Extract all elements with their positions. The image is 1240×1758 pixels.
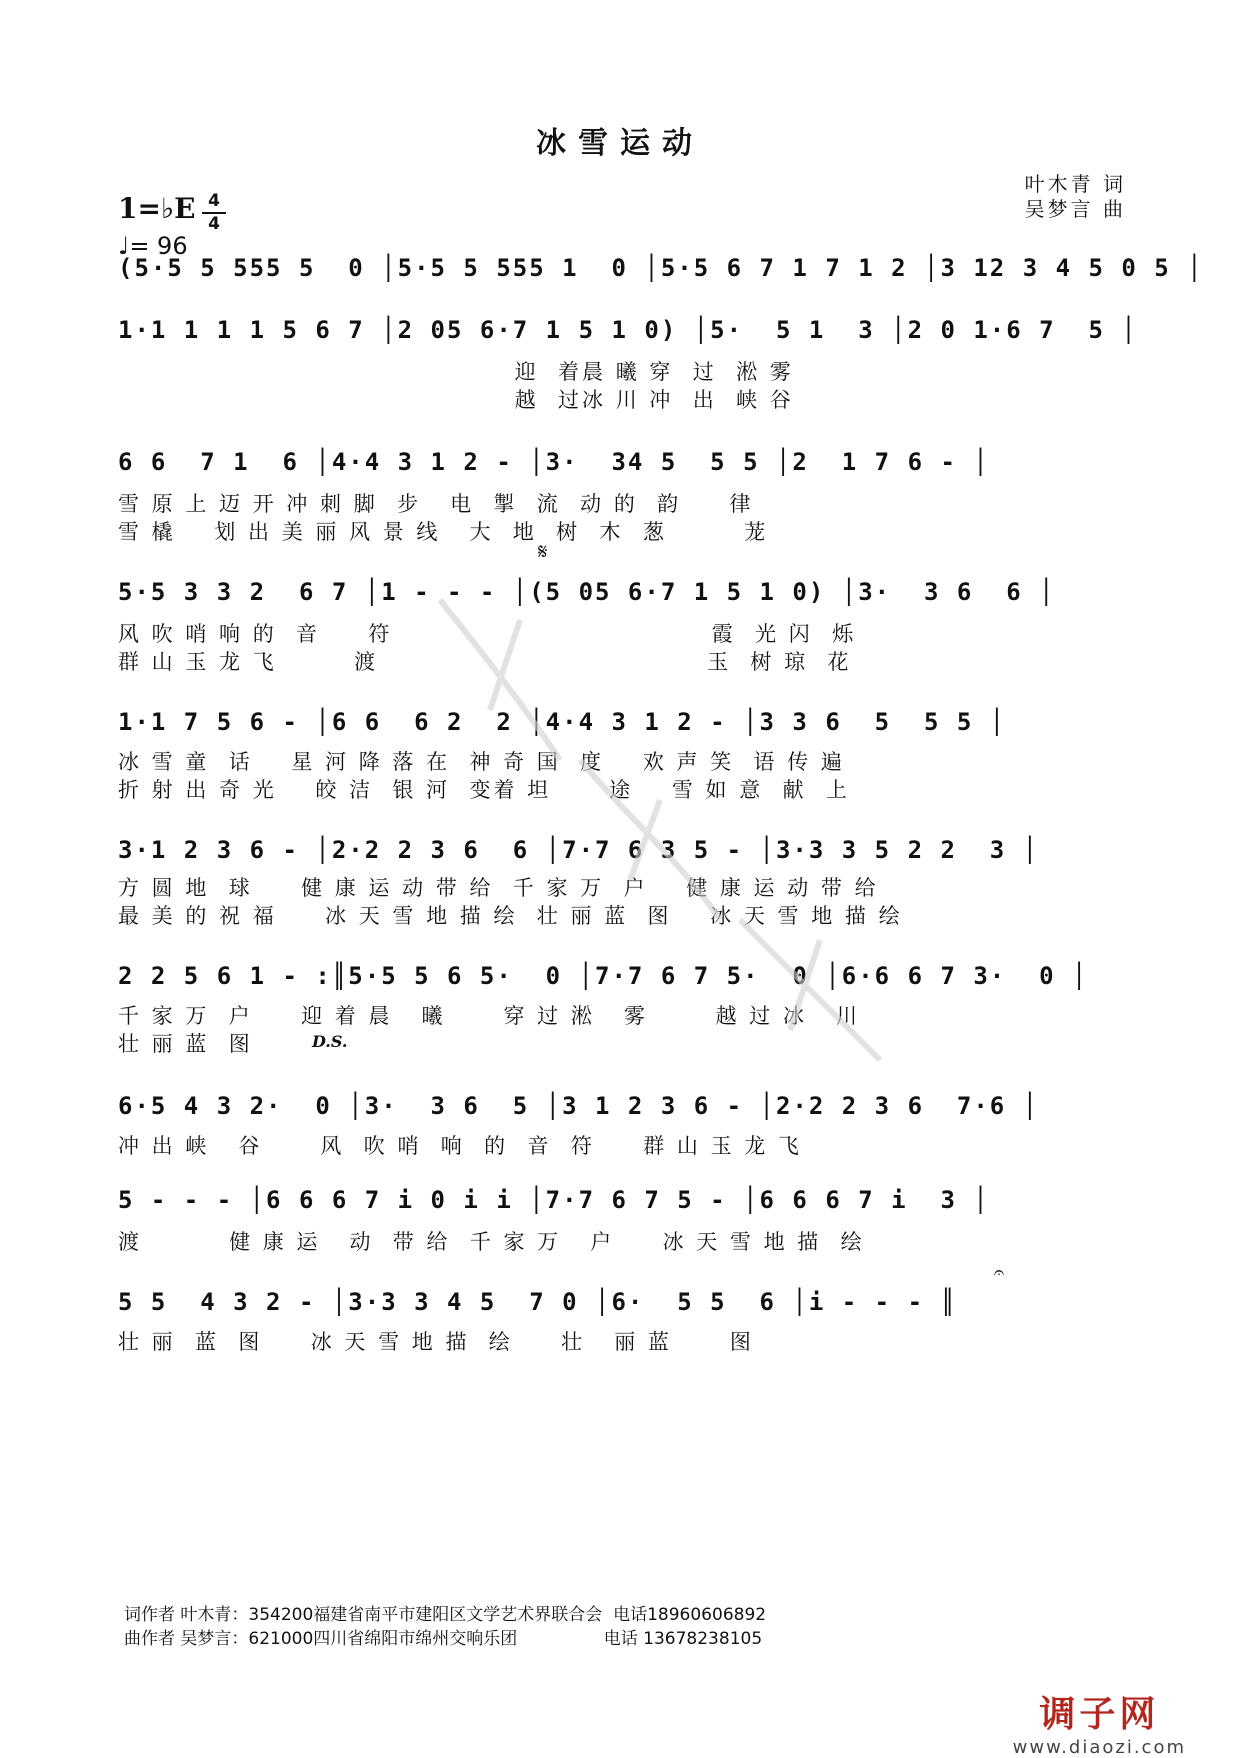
lyric-line-verse2: 折 射 出 奇 光 皎 洁 银 河 变着 坦 途 雪 如 意 献 上 bbox=[118, 778, 850, 802]
lyric-line-verse2: 雪 橇 划 出 美 丽 风 景 线 大 地 树 木 葱 茏 bbox=[118, 520, 769, 544]
site-logo bbox=[1013, 1686, 1186, 1758]
notation-line: 5·5 3 3 2 6 7 │1 - - - │(5 05 6·7 1 5 1 0) │3· 3 6 6 │ bbox=[118, 578, 1056, 606]
lyric-line-verse1: 雪 原 上 迈 开 冲 刺 脚 步 电 掣 流 动 的 韵 律 bbox=[118, 492, 754, 516]
notation-line: 5 5 4 3 2 - │3·3 3 4 5 7 0 │6· 5 5 6 │i - - - ║ bbox=[118, 1288, 957, 1316]
notation-line: 2 2 5 6 1 - :║5·5 5 6 5· 0 │7·7 6 7 5· 0 │6·6 6 7 3· 0 │ bbox=[118, 962, 1089, 990]
dal-segno-marking: D.S. bbox=[312, 1032, 348, 1051]
lyric-line-verse1: 壮 丽 蓝 图 冰 天 雪 地 描 绘 壮 丽 蓝 图 bbox=[118, 1330, 754, 1354]
site-logo-url: www.diaozi.com bbox=[1012, 1737, 1186, 1758]
lyric-line-verse1: 方 圆 地 球 健 康 运 动 带 给 千 家 万 户 健 康 运 动 带 给 bbox=[118, 876, 879, 900]
key-signature: 1=♭E bbox=[118, 192, 196, 225]
lyric-line-verse2: 最 美 的 祝 福 冰 天 雪 地 描 绘 壮 丽 蓝 图 冰 天 雪 地 描 绘 bbox=[118, 904, 903, 928]
notation-line: 6·5 4 3 2· 0 │3· 3 6 5 │3 1 2 3 6 - │2·2 2 3 6 7·6 │ bbox=[118, 1092, 1040, 1120]
lyric-line-verse2: 群 山 玉 龙 飞 渡 玉 树 琼 花 bbox=[118, 650, 852, 674]
lyric-line-verse1: 风 吹 哨 响 的 音 符 霞 光 闪 烁 bbox=[118, 622, 857, 646]
lyric-line-verse2: 壮 丽 蓝 图 bbox=[118, 1032, 253, 1056]
score-title: 冰雪运动 bbox=[536, 126, 704, 161]
lyric-line-verse1: 冰 雪 童 话 星 河 降 落 在 神 奇 国 度 欢 声 笑 语 传 遍 bbox=[118, 750, 845, 774]
time-signature bbox=[202, 192, 226, 234]
lyric-line-verse1: 迎 着晨 曦 穿 过 淞 雾 bbox=[118, 360, 794, 384]
segno-sign: 𝄋 bbox=[538, 540, 548, 565]
site-logo-name: 调子网 bbox=[1039, 1694, 1160, 1735]
lyric-line-verse1: 千 家 万 户 迎 着 晨 曦 穿 过 淞 雾 越 过 冰 川 bbox=[118, 1004, 860, 1028]
meter-bottom: 4 bbox=[208, 214, 220, 234]
notation-line: 3·1 2 3 6 - │2·2 2 3 6 6 │7·7 6 3 5 - │3·3 3 5 2 2 3 │ bbox=[118, 836, 1040, 864]
lyric-line-verse1: 冲 出 峡 谷 风 吹 哨 响 的 音 符 群 山 玉 龙 飞 bbox=[118, 1134, 802, 1158]
lyric-line-verse2: 越 过冰 川 冲 出 峡 谷 bbox=[118, 388, 794, 412]
meter-top: 4 bbox=[208, 191, 220, 211]
notation-line: 6 6 7 1 6 │4·4 3 1 2 - │3· 34 5 5 5 │2 1 7 6 - │ bbox=[118, 448, 990, 476]
composer-credit: 吴梦言 曲 bbox=[1024, 197, 1126, 221]
lyricist-credit: 叶木青 词 bbox=[1024, 172, 1126, 196]
lyricist-contact: 词作者 叶木青：354200福建省南平市建阳区文学艺术界联合会 电话18960606892 bbox=[124, 1605, 767, 1625]
composer-contact: 曲作者 吴梦言：621000四川省绵阳市绵州交响乐团 电话 13678238105 bbox=[124, 1629, 763, 1649]
tempo-marking: ♩= 96 bbox=[118, 232, 188, 260]
notation-line: (5·5 5 555 5 0 │5·5 5 555 1 0 │5·5 6 7 1 7 1 2 │3 12 3 4 5 0 5 │ bbox=[118, 254, 1204, 282]
notation-line: 1·1 1 1 1 5 6 7 │2 05 6·7 1 5 1 0) │5· 5 1 3 │2 0 1·6 7 5 │ bbox=[118, 316, 1138, 344]
notation-line: 1·1 7 5 6 - │6 6 6 2 2 │4·4 3 1 2 - │3 3 6 5 5 5 │ bbox=[118, 708, 1007, 736]
notation-line: 5 - - - │6 6 6 7 i 0 i i │7·7 6 7 5 - │6 6 6 7 i 3 │ bbox=[118, 1186, 990, 1214]
fermata-icon: 𝄐 bbox=[994, 1262, 1005, 1283]
lyric-line-verse1: 渡 健 康 运 动 带 给 千 家 万 户 冰 天 雪 地 描 绘 bbox=[118, 1230, 865, 1254]
